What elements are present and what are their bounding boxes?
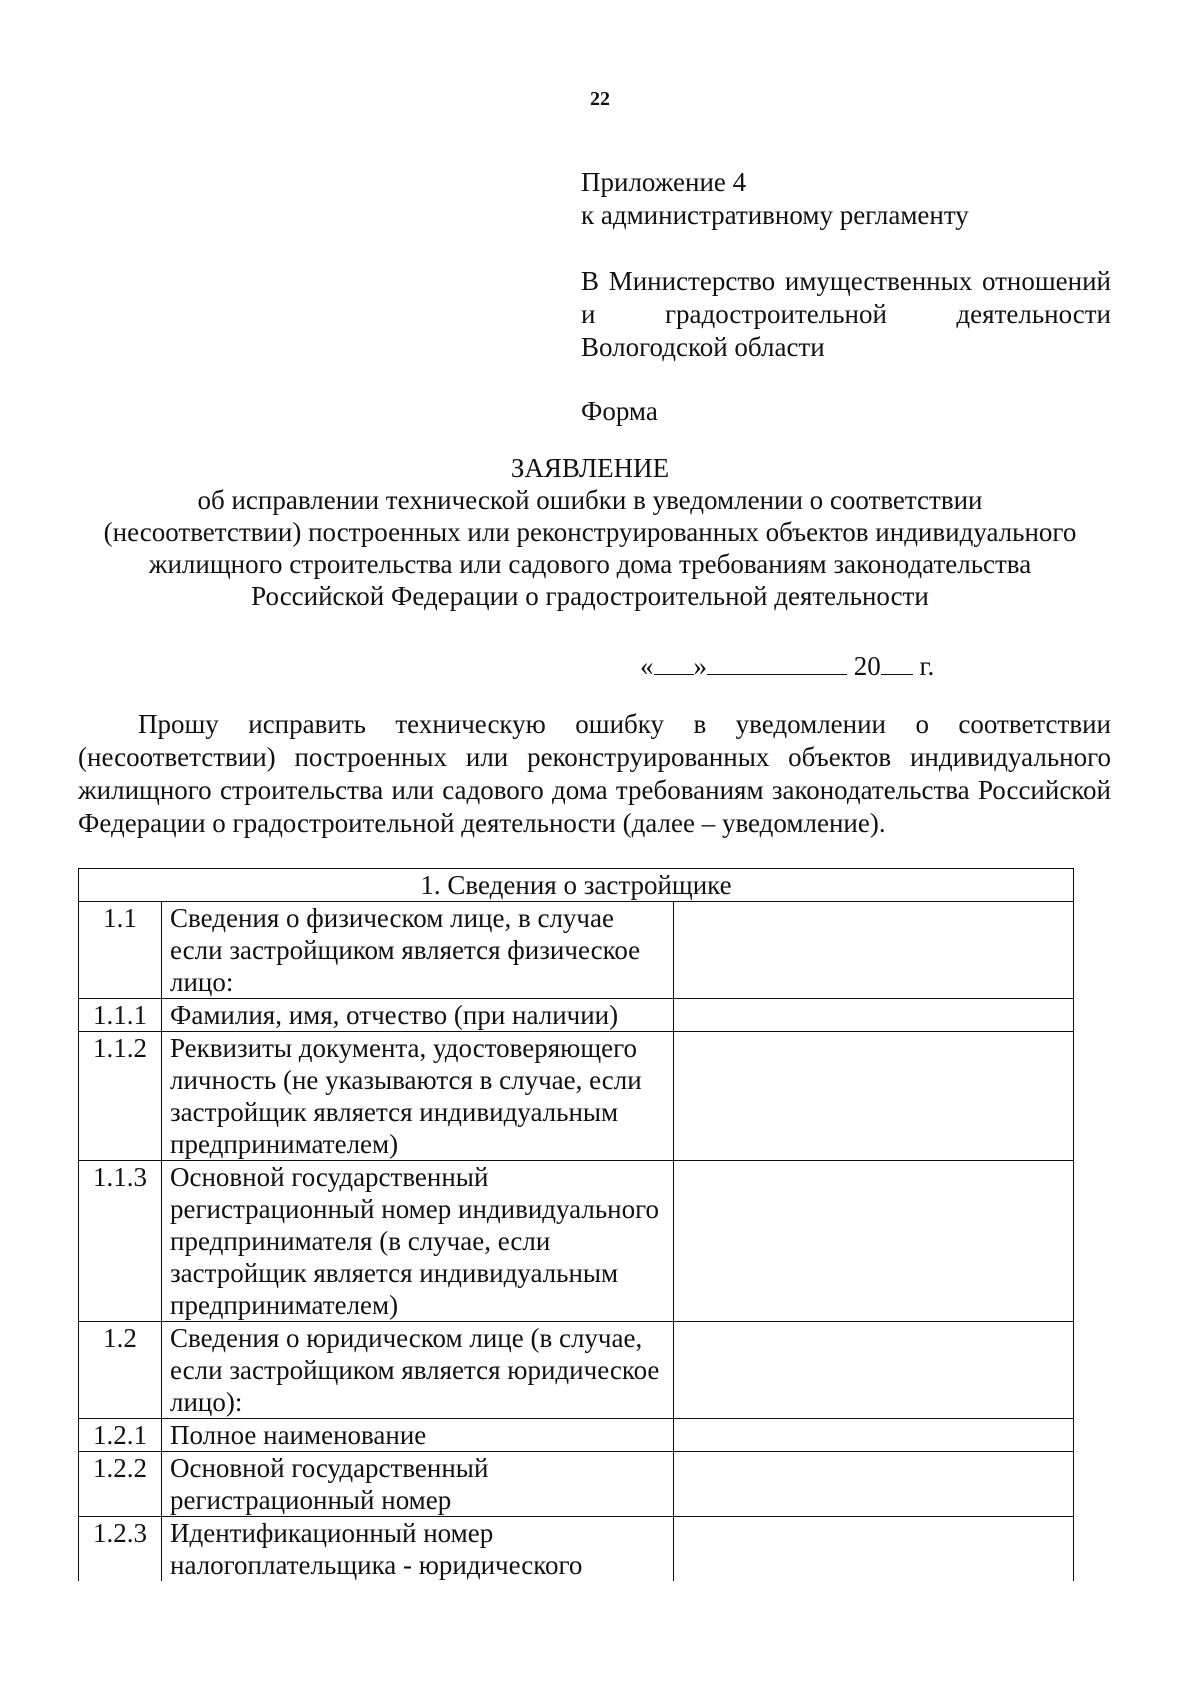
section-title: 1. Сведения о застройщике <box>79 869 1074 902</box>
title-line-1: об исправлении технической ошибки в уведомлении о соответствии <box>197 485 983 515</box>
row-value-cell[interactable] <box>674 1419 1074 1452</box>
row-label: Полное наименование <box>162 1419 674 1452</box>
day-blank[interactable] <box>654 650 694 675</box>
addressee: В Министерство имущественных отношений и градостроительной деятельности Вологодской области <box>581 266 1111 362</box>
appendix-line-2: к административному регламенту <box>581 200 969 230</box>
year-prefix: 20 <box>853 651 881 681</box>
document-title <box>60 452 1120 612</box>
page-number: 22 <box>590 88 610 110</box>
date-line <box>640 650 934 683</box>
table-row <box>79 1517 1074 1582</box>
title-line-3: жилищного строительства или садового дома требованиям законодательства <box>148 549 1032 579</box>
form-label: Форма <box>581 396 658 426</box>
row-value-cell[interactable] <box>674 1517 1074 1582</box>
table-row <box>79 999 1074 1032</box>
row-label: Основной государственный регистрационный номер <box>162 1452 674 1517</box>
row-label: Фамилия, имя, отчество (при наличии) <box>162 999 674 1032</box>
table-row <box>79 1032 1074 1161</box>
section-header-row <box>79 869 1074 902</box>
title-line-4: Российской Федерации о градостроительной деятельности <box>251 581 929 611</box>
row-number: 1.1 <box>79 902 162 999</box>
year-suffix: г. <box>919 651 935 681</box>
row-number: 1.1.2 <box>79 1032 162 1161</box>
row-value-cell[interactable] <box>674 902 1074 999</box>
table-row <box>79 1419 1074 1452</box>
row-label: Идентификационный номер налогоплательщика - юридического <box>162 1517 674 1582</box>
year-blank[interactable] <box>881 650 913 675</box>
title-heading: ЗАЯВЛЕНИЕ <box>510 453 670 483</box>
table-row <box>79 1452 1074 1517</box>
title-line-2: (несоответствии) построенных или реконструированных объектов индивидуального <box>103 517 1077 547</box>
row-value-cell[interactable] <box>674 1322 1074 1419</box>
row-value-cell[interactable] <box>674 1032 1074 1161</box>
row-number: 1.1.1 <box>79 999 162 1032</box>
row-value-cell[interactable] <box>674 1452 1074 1517</box>
row-label: Реквизиты документа, удостоверяющего личность (не указываются в случае, если застройщик является индивидуальным предпринимателем) <box>162 1032 674 1161</box>
row-label: Основной государственный регистрационный номер индивидуального предпринимателя (в случае, если застройщик является индивидуальным предпринимателем) <box>162 1161 674 1322</box>
row-value-cell[interactable] <box>674 999 1074 1032</box>
request-paragraph: Прошу исправить техническую ошибку в уведомлении о соответствии (несоответствии) построенных или реконструированных объектов индивидуального жилищного строительства или садового дома требованиям законодательства Российской Федерации о градостроительной деятельности (далее – уведомление). <box>78 709 1111 838</box>
table-row <box>79 1161 1074 1322</box>
row-number: 1.2.3 <box>79 1517 162 1582</box>
row-label: Сведения о физическом лице, в случае если застройщиком является физическое лицо: <box>162 902 674 999</box>
date-open-quote: « <box>640 651 654 681</box>
row-label: Сведения о юридическом лице (в случае, если застройщиком является юридическое лицо): <box>162 1322 674 1419</box>
table-row <box>79 1322 1074 1419</box>
row-number: 1.2.1 <box>79 1419 162 1452</box>
appendix-reference <box>581 166 1111 232</box>
row-number: 1.2 <box>79 1322 162 1419</box>
row-value-cell[interactable] <box>674 1161 1074 1322</box>
row-number: 1.2.2 <box>79 1452 162 1517</box>
month-blank[interactable] <box>707 650 847 675</box>
table-row <box>79 902 1074 999</box>
date-close-quote: » <box>693 651 707 681</box>
row-number: 1.1.3 <box>79 1161 162 1322</box>
applicant-info-table <box>78 868 1074 1581</box>
appendix-line-1: Приложение 4 <box>581 167 747 197</box>
